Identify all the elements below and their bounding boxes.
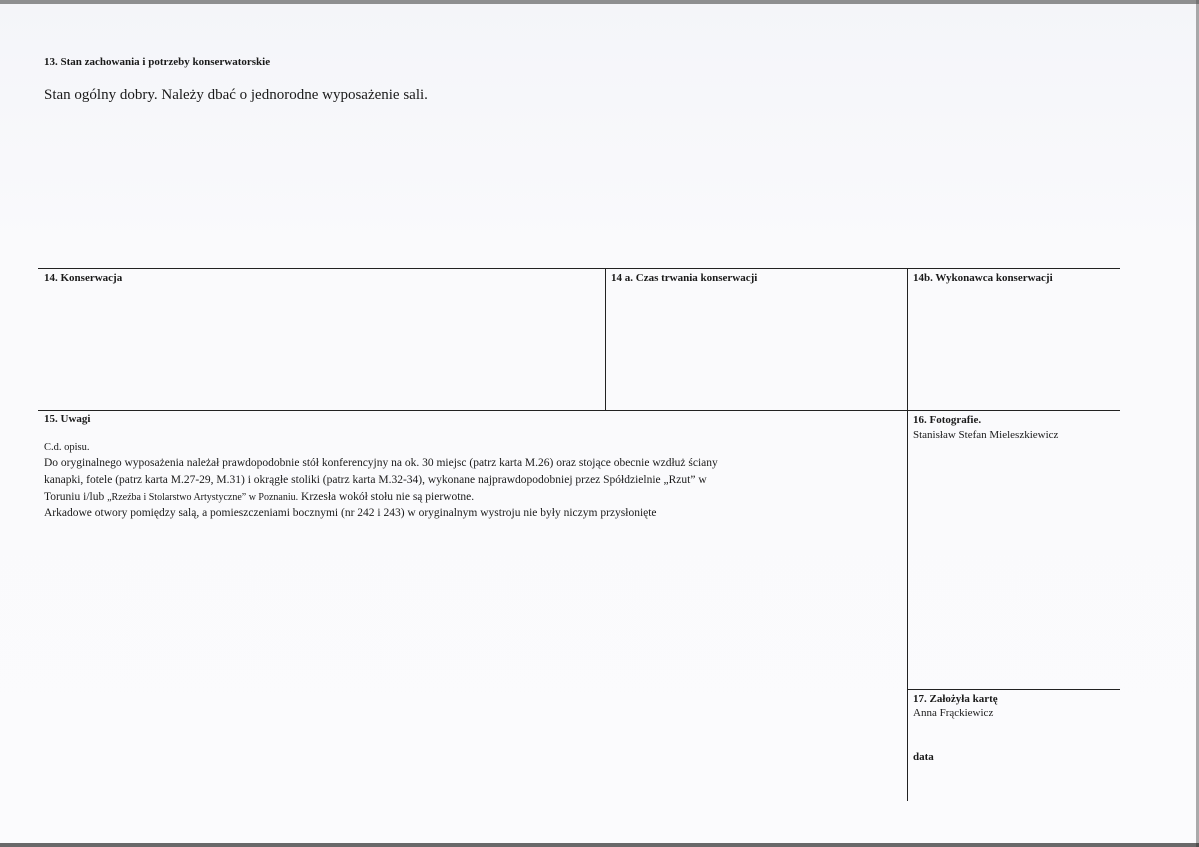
section-16-author: Stanisław Stefan Mieleszkiewicz [913,429,1059,441]
section-17-author: Anna Frąckiewicz [913,707,994,719]
scan-edge-bottom [0,843,1199,847]
row-15-top-line [38,410,1120,411]
section-15-line-4: Arkadowe otwory pomiędzy salą, a pomieszczeniami bocznymi (nr 242 i 243) w oryginalnym wystroju nie były niczym przysłonięte [44,507,657,519]
section-17-label: 17. Założyła kartę [913,693,998,705]
section-14-label: 14. Konserwacja [44,272,123,284]
row-17-top-line [907,689,1120,690]
section-17-date-label: data [913,751,934,763]
section-15-line-2: kanapki, fotele (patrz karta M.27-29, M.31) i okrągłe stoliki (patrz karta M.32-34), wykonane najprawdopodobniej przez Spółdzielnie „Rzut” w [44,474,707,486]
section-15-intro: C.d. opisu. [44,442,90,453]
section-15-line-3-part-c: Krzesła wokół stołu nie są pierwotne. [298,491,475,503]
section-15-line-3-part-a: Toruniu i/lub [44,491,108,503]
scan-edge-top [0,0,1199,4]
section-13-label: 13. Stan zachowania i potrzeby konserwatorskie [44,56,271,68]
section-16-label: 16. Fotografie. [913,414,982,426]
section-14b-label: 14b. Wykonawca konserwacji [913,272,1053,284]
divider-14-14a [605,268,606,411]
row-14-top-line [38,268,1120,269]
section-15-label: 15. Uwagi [44,413,91,425]
divider-right-column [907,268,908,801]
section-13-text: Stan ogólny dobry. Należy dbać o jednorodne wyposażenie sali. [44,87,428,103]
section-15-line-3 [44,490,474,505]
section-15-line-3-part-b: „Rzeźba i Stolarstwo Artystyczne” w Poznaniu. [107,492,299,503]
section-14a-label: 14 a. Czas trwania konserwacji [611,272,758,284]
section-15-line-1: Do oryginalnego wyposażenia należał prawdopodobnie stół konferencyjny na ok. 30 miejsc (patrz karta M.26) oraz stojące obecnie wzdłuż ściany [44,457,718,469]
